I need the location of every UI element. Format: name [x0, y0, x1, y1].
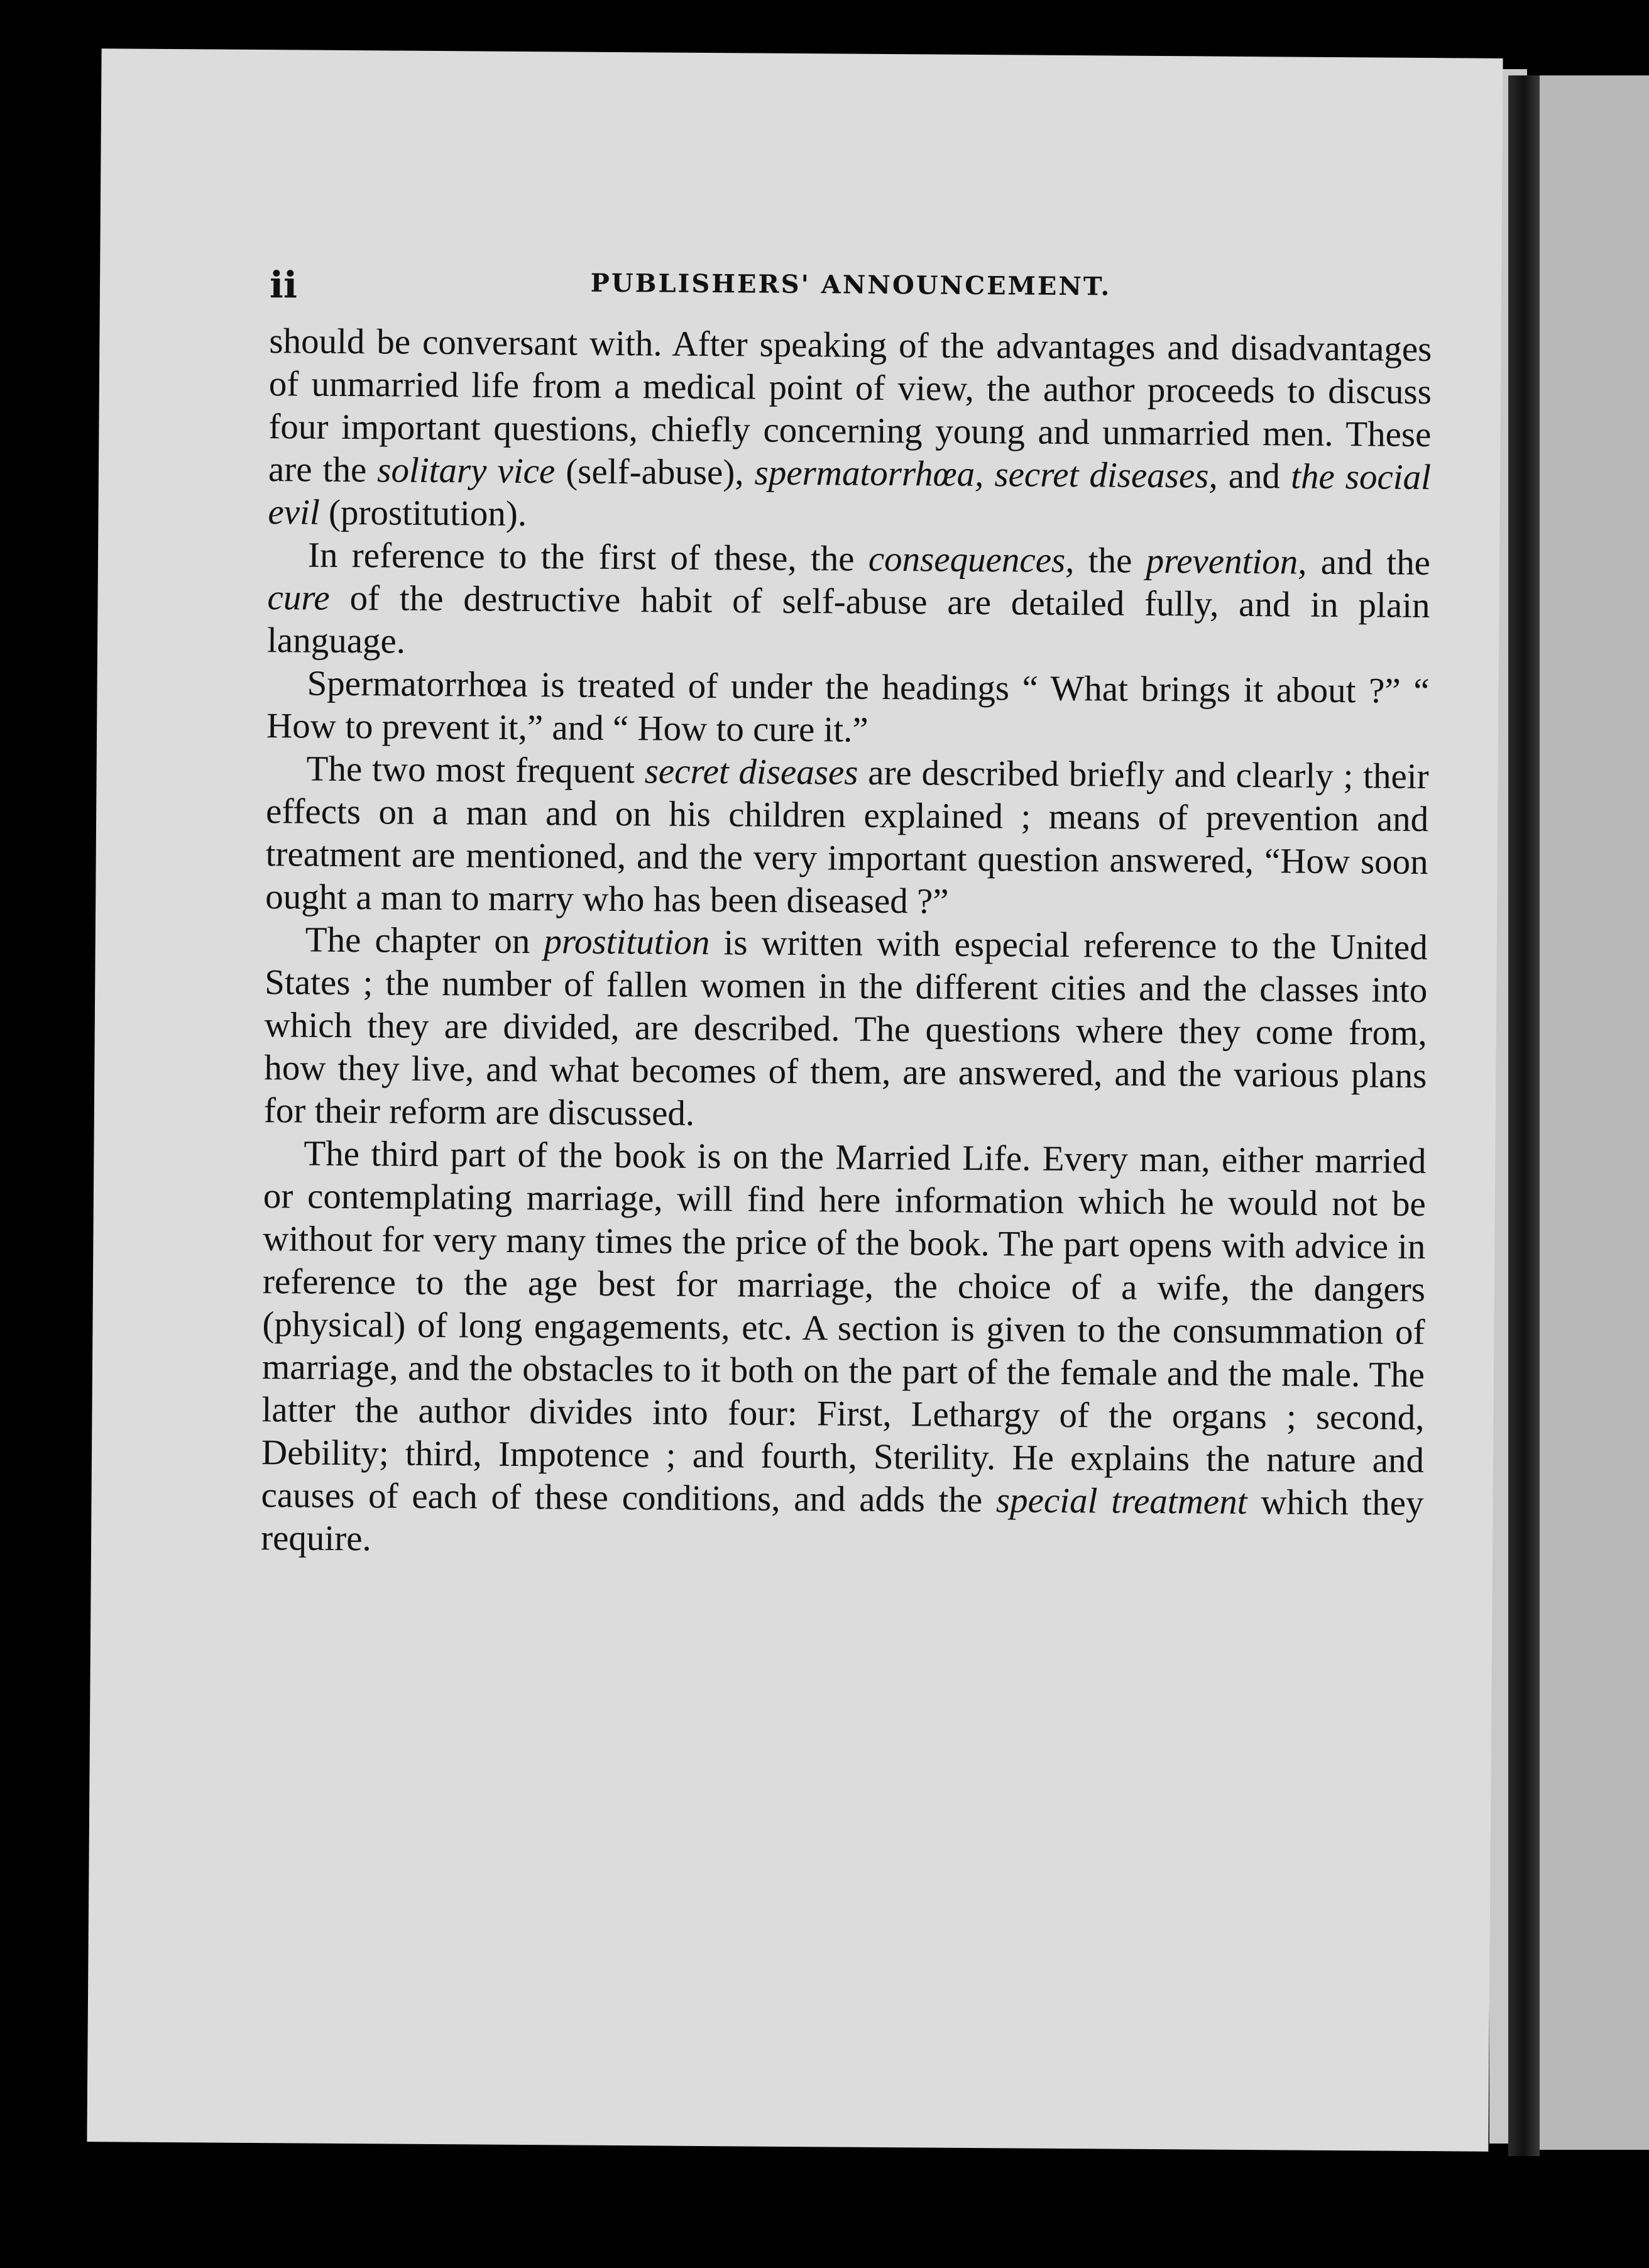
- text-run: which they require.: [260, 1482, 1424, 1559]
- body-text: [261, 320, 1432, 1568]
- page-header: [270, 263, 1433, 328]
- text-run: The chapter on: [305, 920, 544, 962]
- book-spine: [1508, 75, 1540, 2156]
- text-run: The two most frequent: [306, 749, 645, 791]
- book-page: [87, 48, 1503, 2151]
- paragraph: [264, 918, 1428, 1140]
- text-run: and the: [1307, 542, 1431, 583]
- paragraph: [266, 662, 1430, 756]
- paragraph: [267, 534, 1430, 670]
- page-number: ii: [269, 263, 298, 307]
- italic-text: prevention,: [1146, 541, 1307, 582]
- italic-text: secret diseases: [644, 751, 858, 793]
- italic-text: special treatment: [995, 1480, 1247, 1522]
- paragraph: [261, 1132, 1427, 1568]
- text-run: is written with especial reference to the United States ; the number of fallen women in the different cities and the classes into which they are divided, are described. The questions where they come from, how they live, and what becomes of them, are answered, and the various plans for their reform are discussed.: [263, 923, 1428, 1133]
- text-run: are described briefly and clearly ; their effects on a man and on his children explained ; means of prevention and treatment are mentioned, and the very important question answered, “How soon ought a man to marry who has been diseased ?”: [265, 752, 1429, 922]
- italic-text: consequences,: [868, 539, 1075, 581]
- paragraph: [265, 747, 1429, 927]
- page-content: [261, 263, 1432, 1568]
- italic-text: prostitution: [544, 922, 710, 963]
- text-run: of the destructive habit of self-abuse are detailed fully, and in plain language.: [266, 578, 1430, 661]
- text-run: and: [1217, 456, 1291, 497]
- text-run: (self-abuse),: [555, 451, 755, 493]
- text-run: (prostitution).: [319, 492, 527, 534]
- text-run: Spermatorrhœa is treated of under the headings “ What brings it about ?” “ How to prevent it,” and “ How to cure it.”: [266, 663, 1430, 750]
- paragraph: [268, 320, 1432, 542]
- text-run: should be conversant with. After speaking of the advantages and disadvantages of unmarried life from a medical point of view, the author proceeds to discuss four important questions, chiefly concerning young and unmarried men. These are the: [268, 321, 1432, 490]
- italic-text: solitary vice: [377, 450, 556, 492]
- text-run: The third part of the book is on the Married Life. Every man, either married or contemplating marriage, will find here information which he would not be without for very many times the price of the book. The part opens with advice in reference to the age best for marriage, the choice of a wife, the dangers (physical) of long engagements, etc. A section is given to the consummation of marriage, and the obstacles to it both on the part of the female and the male. The latter the author divides into four: First, Lethargy of the organs ; second, Debility; third, Impotence ; and fourth, Sterility. He explains the nature and causes of each of these conditions, and adds the: [261, 1133, 1427, 1521]
- text-run: In reference to the first of these, the: [307, 535, 869, 579]
- italic-text: the social evil: [268, 456, 1432, 532]
- facing-page: [1533, 75, 1649, 2150]
- italic-text: spermatorrhœa, secret diseases,: [754, 453, 1218, 496]
- italic-text: cure: [267, 578, 330, 618]
- running-head: PUBLISHERS' ANNOUNCEMENT.: [590, 268, 1112, 302]
- text-run: the: [1074, 541, 1146, 581]
